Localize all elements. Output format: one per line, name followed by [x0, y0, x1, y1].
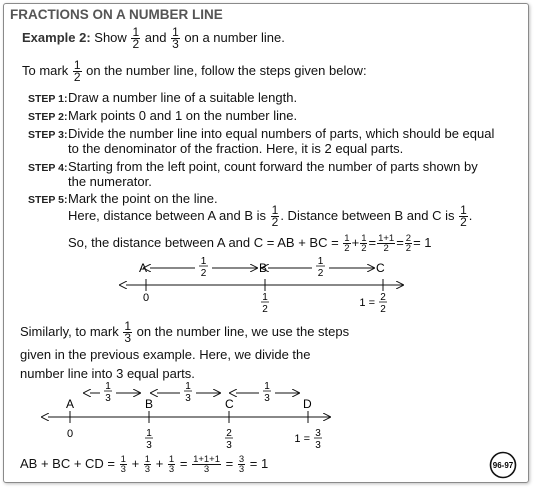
- fraction: $\frac{1}{2}$: [361, 233, 367, 254]
- fraction: $\frac{1}{3}$: [124, 319, 132, 345]
- segment-fraction-denominator: 3: [185, 393, 191, 404]
- segment-fraction-numerator: 1: [200, 256, 207, 267]
- segment-fraction-numerator: 1: [105, 381, 111, 392]
- fraction: $\frac{1}{3}$: [120, 454, 126, 475]
- tick-fraction-numerator: 2: [380, 292, 386, 303]
- page-number-text: 96-97: [492, 461, 514, 470]
- tick-label-zero: 0: [142, 292, 150, 304]
- page-number-badge: [489, 451, 517, 479]
- point-a-label: A: [66, 397, 75, 411]
- segment-fraction-numerator: 1: [317, 256, 324, 267]
- example-line: Example 2: Show $\frac{1}{2}$ and $\frac{1}{3}$ on a number line.: [22, 25, 285, 51]
- distance-line: Here, distance between A and B is $\frac{1}{2}$ . Distance between B and C is $\frac{1}{2}$ .: [68, 203, 473, 229]
- step-label: STEP 4:: [28, 162, 68, 174]
- similar-line-2: given in the previous example. Here, we divide the: [20, 347, 311, 362]
- step-text: Starting from the left point, count forward the number of parts shown by: [68, 159, 478, 174]
- tick-fraction-denominator: 3: [315, 440, 321, 451]
- fraction: $\frac{1}{2}$: [73, 58, 81, 84]
- segment-fraction-denominator: 2: [200, 268, 207, 279]
- step-text: to the denominator of the fraction. Here, it is 2 equal parts.: [68, 141, 404, 156]
- point-c-label: C: [225, 397, 234, 411]
- tick-fraction-denominator: 3: [226, 440, 232, 451]
- tick-fraction-denominator: 3: [146, 440, 152, 451]
- fraction: $\frac{1+1+1}{3}$: [193, 454, 221, 475]
- fraction: $\frac{1}{2}$: [344, 233, 350, 254]
- sum-third-line: AB + BC + CD = $\frac{1}{3}$ + $\frac{1}{3}$ + $\frac{1}{3}$ = $\frac{1+1+1}{3}$ = $\frac{3}{3}$ = 1: [20, 454, 269, 475]
- step-label: STEP 3:: [28, 129, 68, 141]
- step-text: Mark points 0 and 1 on the number line.: [68, 108, 298, 123]
- tick-label-zero: 0: [66, 428, 74, 440]
- step-label: STEP 1:: [28, 93, 68, 105]
- point-b-label: B: [259, 261, 268, 275]
- fraction: $\frac{3}{3}$: [238, 454, 245, 475]
- tick-fraction-denominator: 2: [262, 304, 268, 315]
- sum-half-line: So, the distance between A and C = AB + BC = $\frac{1}{2}$ + $\frac{1}{2}$ = $\frac{1+1}{2}$ = $\frac{2}{2}$ = 1: [68, 233, 432, 254]
- tick-fraction-numerator: 2: [226, 428, 232, 439]
- fraction: $\frac{1}{2}$: [271, 203, 279, 229]
- fraction: $\frac{1}{2}$: [132, 25, 140, 51]
- tick-label-one: 1 =: [294, 433, 310, 445]
- segment-fraction-denominator: 3: [105, 393, 111, 404]
- step-text: Divide the number line into equal numbers of parts, which should be equal: [68, 126, 495, 141]
- intro-line: To mark $\frac{1}{2}$ on the number line, follow the steps given below:: [22, 58, 367, 84]
- tick-fraction-numerator: 3: [315, 428, 321, 439]
- step-text: Mark the point on the line.: [68, 191, 218, 206]
- tick-fraction-numerator: 1: [262, 292, 268, 303]
- fraction: $\frac{1}{3}$: [172, 25, 179, 51]
- point-d-label: D: [303, 397, 312, 411]
- tick-fraction-numerator: 1: [146, 428, 152, 439]
- segment-fraction-denominator: 2: [317, 268, 324, 279]
- fraction: $\frac{1}{3}$: [168, 454, 175, 475]
- segment-fraction-denominator: 3: [264, 393, 270, 404]
- step-text: the numerator.: [68, 174, 152, 189]
- fraction: $\frac{1}{3}$: [144, 454, 151, 475]
- point-a-label: A: [139, 261, 148, 275]
- example-label: Example 2:: [22, 29, 91, 45]
- tick-label-one: 1 =: [359, 297, 375, 309]
- segment-fraction-numerator: 1: [264, 381, 270, 392]
- step-text: Draw a number line of a suitable length.: [68, 90, 298, 105]
- similar-line-3: number line into 3 equal parts.: [20, 366, 195, 381]
- point-b-label: B: [145, 397, 154, 411]
- fraction: $\frac{2}{2}$: [405, 233, 412, 254]
- fraction: $\frac{1+1}{2}$: [378, 233, 395, 254]
- step-label: STEP 2:: [28, 111, 68, 123]
- fraction: $\frac{1}{2}$: [460, 203, 467, 229]
- similar-line-1: Similarly, to mark $\frac{1}{3}$ on the number line, we use the steps: [20, 319, 350, 345]
- segment-fraction-numerator: 1: [185, 381, 191, 392]
- point-c-label: C: [376, 261, 385, 275]
- page-title: FRACTIONS ON A NUMBER LINE: [10, 7, 223, 22]
- tick-fraction-denominator: 2: [380, 304, 386, 315]
- step-label: STEP 5:: [28, 194, 68, 206]
